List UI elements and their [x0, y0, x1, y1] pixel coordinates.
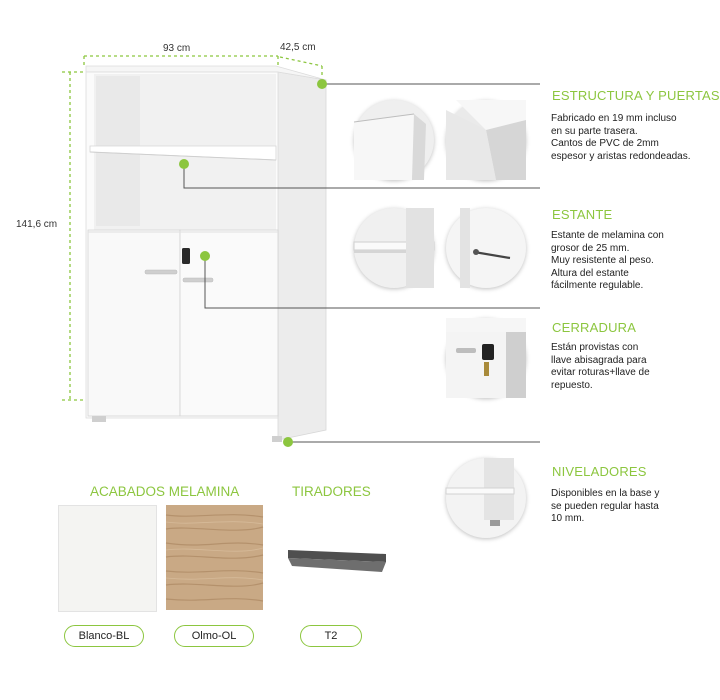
door-lock	[182, 248, 190, 264]
dimension-depth: 42,5 cm	[280, 42, 316, 53]
detail-photo-levelers	[446, 458, 526, 538]
finish-label-blanco: Blanco-BL	[64, 625, 144, 647]
detail-photo-lock	[446, 318, 526, 398]
handle-t2-image	[286, 548, 390, 576]
swatch-blanco	[58, 505, 157, 612]
section-text-structure: Fabricado en 19 mm incluso en su parte trasera. Cantos de PVC de 2mm espesor y aristas redondeadas.	[551, 113, 691, 162]
door-handle-right	[183, 278, 213, 282]
section-title-levelers: NIVELADORES	[552, 464, 647, 479]
dimension-height: 141,6 cm	[16, 219, 58, 230]
section-title-lock: CERRADURA	[552, 320, 637, 335]
dimension-width: 93 cm	[163, 43, 191, 54]
finish-label-olmo: Olmo-OL	[174, 625, 254, 647]
swatch-olmo	[166, 505, 263, 610]
detail-photo-structure-edge	[446, 100, 526, 180]
detail-photo-shelf	[354, 208, 434, 288]
cabinet-door-right	[180, 230, 278, 416]
finishes-title: ACABADOS MELAMINA	[90, 484, 240, 499]
section-title-structure: ESTRUCTURA Y PUERTAS	[552, 88, 720, 103]
handle-label-t2: T2	[300, 625, 362, 647]
detail-photo-shelf-support	[446, 208, 526, 288]
door-handle-left	[145, 270, 177, 274]
cabinet-door-left	[88, 230, 180, 416]
section-text-levelers: Disponibles en la base y se pueden regular hasta 10 mm.	[551, 488, 660, 524]
section-text-lock: Están provistas con llave abisagrada para evitar roturas+llave de repuesto.	[551, 342, 650, 391]
handles-title: TIRADORES	[292, 484, 371, 499]
cabinet-side-panel	[278, 72, 326, 440]
section-title-shelf: ESTANTE	[552, 207, 613, 222]
section-text-shelf: Estante de melamina con grosor de 25 mm. Muy resistente al peso. Altura del estante fácilmente regulable.	[551, 230, 664, 291]
detail-photo-structure-corner	[354, 100, 434, 180]
